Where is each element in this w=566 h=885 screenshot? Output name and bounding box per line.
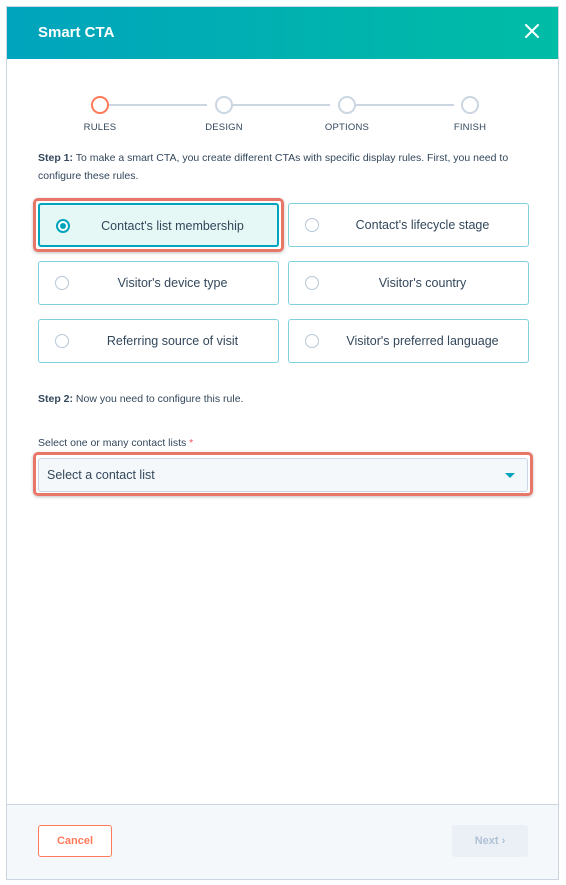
dialog-footer bbox=[7, 804, 558, 879]
next-button[interactable]: Next › bbox=[452, 825, 528, 857]
rule-option-preferred-language[interactable] bbox=[288, 319, 529, 363]
cancel-button[interactable]: Cancel bbox=[38, 825, 112, 857]
rule-option-label: Visitor's country bbox=[378, 276, 467, 290]
step1-instructions bbox=[38, 149, 528, 185]
dialog-title: Smart CTA bbox=[38, 24, 115, 41]
step2-text: Now you need to configure this rule. bbox=[73, 393, 244, 405]
step-label: RULES bbox=[83, 122, 117, 133]
step-indicator-active bbox=[91, 96, 109, 114]
radio-selected[interactable] bbox=[56, 219, 70, 233]
required-asterisk: * bbox=[189, 437, 194, 449]
rule-option-label: Referring source of visit bbox=[106, 334, 239, 348]
contact-list-select-value: Select a contact list bbox=[47, 468, 155, 482]
contact-lists-label-text: Select one or many contact lists bbox=[38, 437, 187, 449]
step-indicator bbox=[461, 96, 479, 114]
step-rules bbox=[65, 95, 135, 133]
contact-list-select[interactable] bbox=[38, 458, 528, 492]
step2-prefix: Step 2: bbox=[38, 393, 74, 405]
radio-unselected[interactable] bbox=[305, 334, 319, 348]
step-label: FINISH bbox=[453, 122, 487, 133]
rule-option-label: Visitor's device type bbox=[117, 276, 228, 290]
radio-unselected[interactable] bbox=[55, 276, 69, 290]
contact-lists-label bbox=[38, 437, 193, 449]
smart-cta-dialog bbox=[6, 6, 559, 880]
step-indicator bbox=[215, 96, 233, 114]
rule-option-label: Contact's lifecycle stage bbox=[355, 218, 490, 232]
radio-unselected[interactable] bbox=[305, 276, 319, 290]
radio-unselected[interactable] bbox=[305, 218, 319, 232]
step1-text: To make a smart CTA, you create different CTAs with specific display rules. First, you need to configure these rules. bbox=[38, 152, 509, 182]
step2-instructions bbox=[38, 390, 528, 408]
step-label: OPTIONS bbox=[324, 122, 370, 133]
radio-unselected[interactable] bbox=[55, 334, 69, 348]
dialog-header bbox=[7, 7, 558, 59]
close-icon[interactable] bbox=[520, 19, 544, 43]
step-indicator bbox=[338, 96, 356, 114]
step-options bbox=[312, 95, 382, 133]
rule-option-label: Visitor's preferred language bbox=[346, 334, 499, 348]
rule-option-country[interactable] bbox=[288, 261, 529, 305]
rule-option-referring-source[interactable] bbox=[38, 319, 279, 363]
step-design bbox=[189, 95, 259, 133]
step-finish bbox=[435, 95, 505, 133]
step1-prefix: Step 1: bbox=[38, 152, 74, 164]
rule-option-label: Contact's list membership bbox=[101, 219, 244, 233]
rule-option-list-membership[interactable] bbox=[38, 203, 279, 247]
step-label: DESIGN bbox=[205, 122, 243, 133]
wizard-stepper bbox=[7, 95, 558, 135]
rule-option-lifecycle-stage[interactable] bbox=[288, 203, 529, 247]
rule-option-device-type[interactable] bbox=[38, 261, 279, 305]
caret-down-icon[interactable] bbox=[505, 473, 515, 478]
